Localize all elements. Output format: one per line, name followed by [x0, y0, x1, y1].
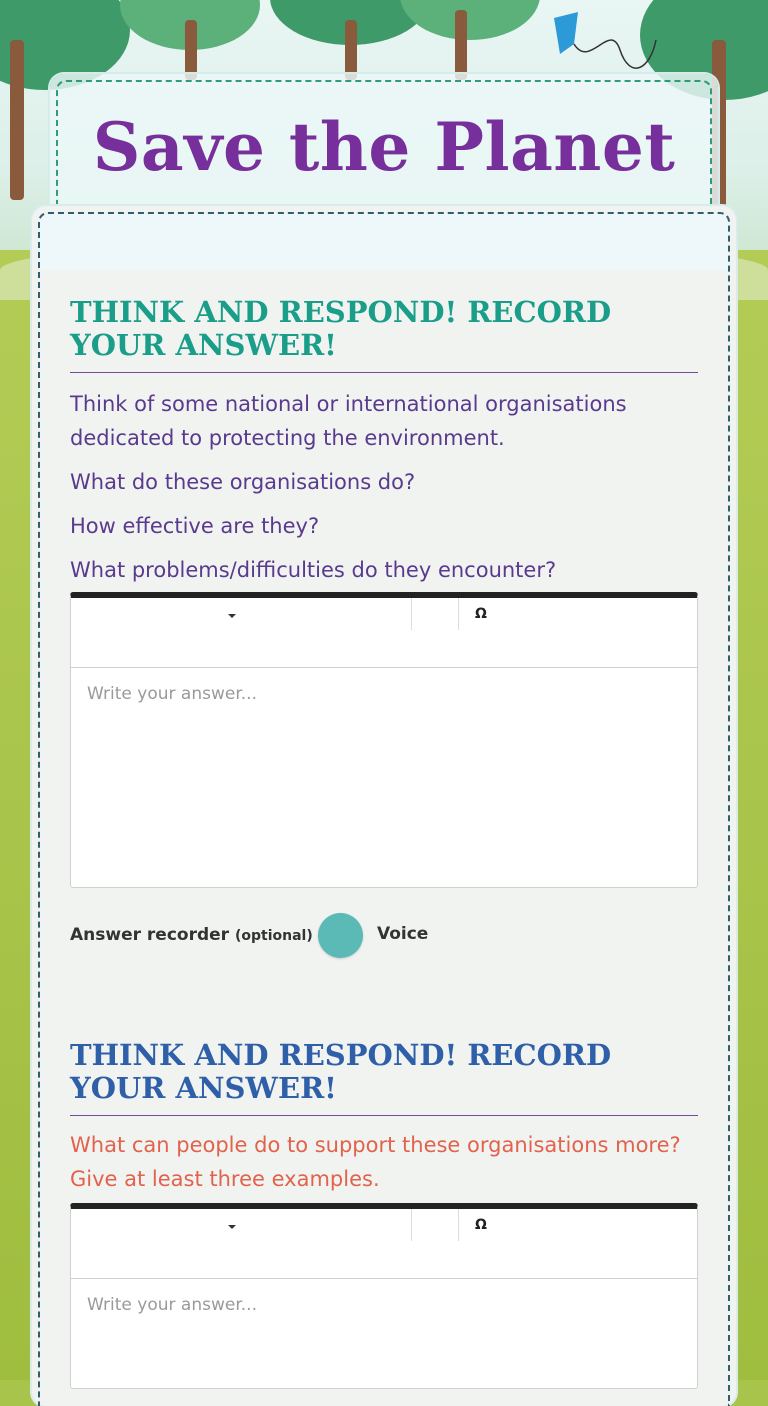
answer-recorder-label: [70, 925, 326, 945]
heading-emphasis: RECORD: [467, 1038, 612, 1072]
question-heading: [70, 296, 698, 373]
question-prompt: How effective are they?: [70, 514, 320, 538]
format-dropdown[interactable]: [71, 1209, 411, 1241]
heading-emphasis: RECORD: [467, 295, 612, 329]
format-dropdown[interactable]: [71, 598, 411, 630]
page-title: Save the Planet: [92, 108, 676, 186]
heading-text: THINK AND RESPOND!: [70, 295, 468, 329]
heading-text: YOUR ANSWER!: [70, 328, 337, 362]
editor-toolbar: [70, 1203, 698, 1279]
toolbar-divider: [411, 598, 412, 630]
special-character-button[interactable]: Ω: [475, 1217, 487, 1233]
question-prompt: What do these organisations do?: [70, 470, 416, 494]
answer-editor-1: [70, 592, 698, 888]
question-prompt: What problems/difficulties do they encounter?: [70, 558, 557, 582]
kite-icon: [550, 10, 660, 80]
editor-toolbar: [70, 592, 698, 668]
special-character-button[interactable]: Ω: [475, 606, 487, 622]
voice-record-button[interactable]: [318, 913, 363, 958]
recorder-optional: (optional): [234, 928, 313, 944]
tree-trunk: [455, 10, 467, 80]
heading-text: YOUR ANSWER!: [70, 1071, 337, 1105]
answer-input[interactable]: Write your answer...: [70, 1279, 698, 1389]
toolbar-divider: [411, 1209, 412, 1241]
toolbar-divider: [458, 598, 459, 630]
question-1: [70, 296, 698, 587]
answer-input[interactable]: Write your answer...: [70, 668, 698, 888]
voice-label: Voice: [377, 924, 429, 944]
question-2: [70, 1039, 698, 1196]
caret-down-icon: [228, 1225, 236, 1229]
tree-trunk: [185, 20, 197, 80]
caret-down-icon: [228, 614, 236, 618]
question-prompt: Think of some national or international organisations dedicated to protecting the environment.: [70, 392, 627, 450]
tree-trunk: [345, 20, 357, 80]
answer-editor-2: [70, 1203, 698, 1389]
recorder-label: Answer recorder: [70, 925, 230, 945]
toolbar-divider: [458, 1209, 459, 1241]
heading-text: THINK AND RESPOND!: [70, 1038, 468, 1072]
question-heading: [70, 1039, 698, 1116]
question-prompt: What can people do to support these organisations more? Give at least three examples.: [70, 1133, 681, 1191]
